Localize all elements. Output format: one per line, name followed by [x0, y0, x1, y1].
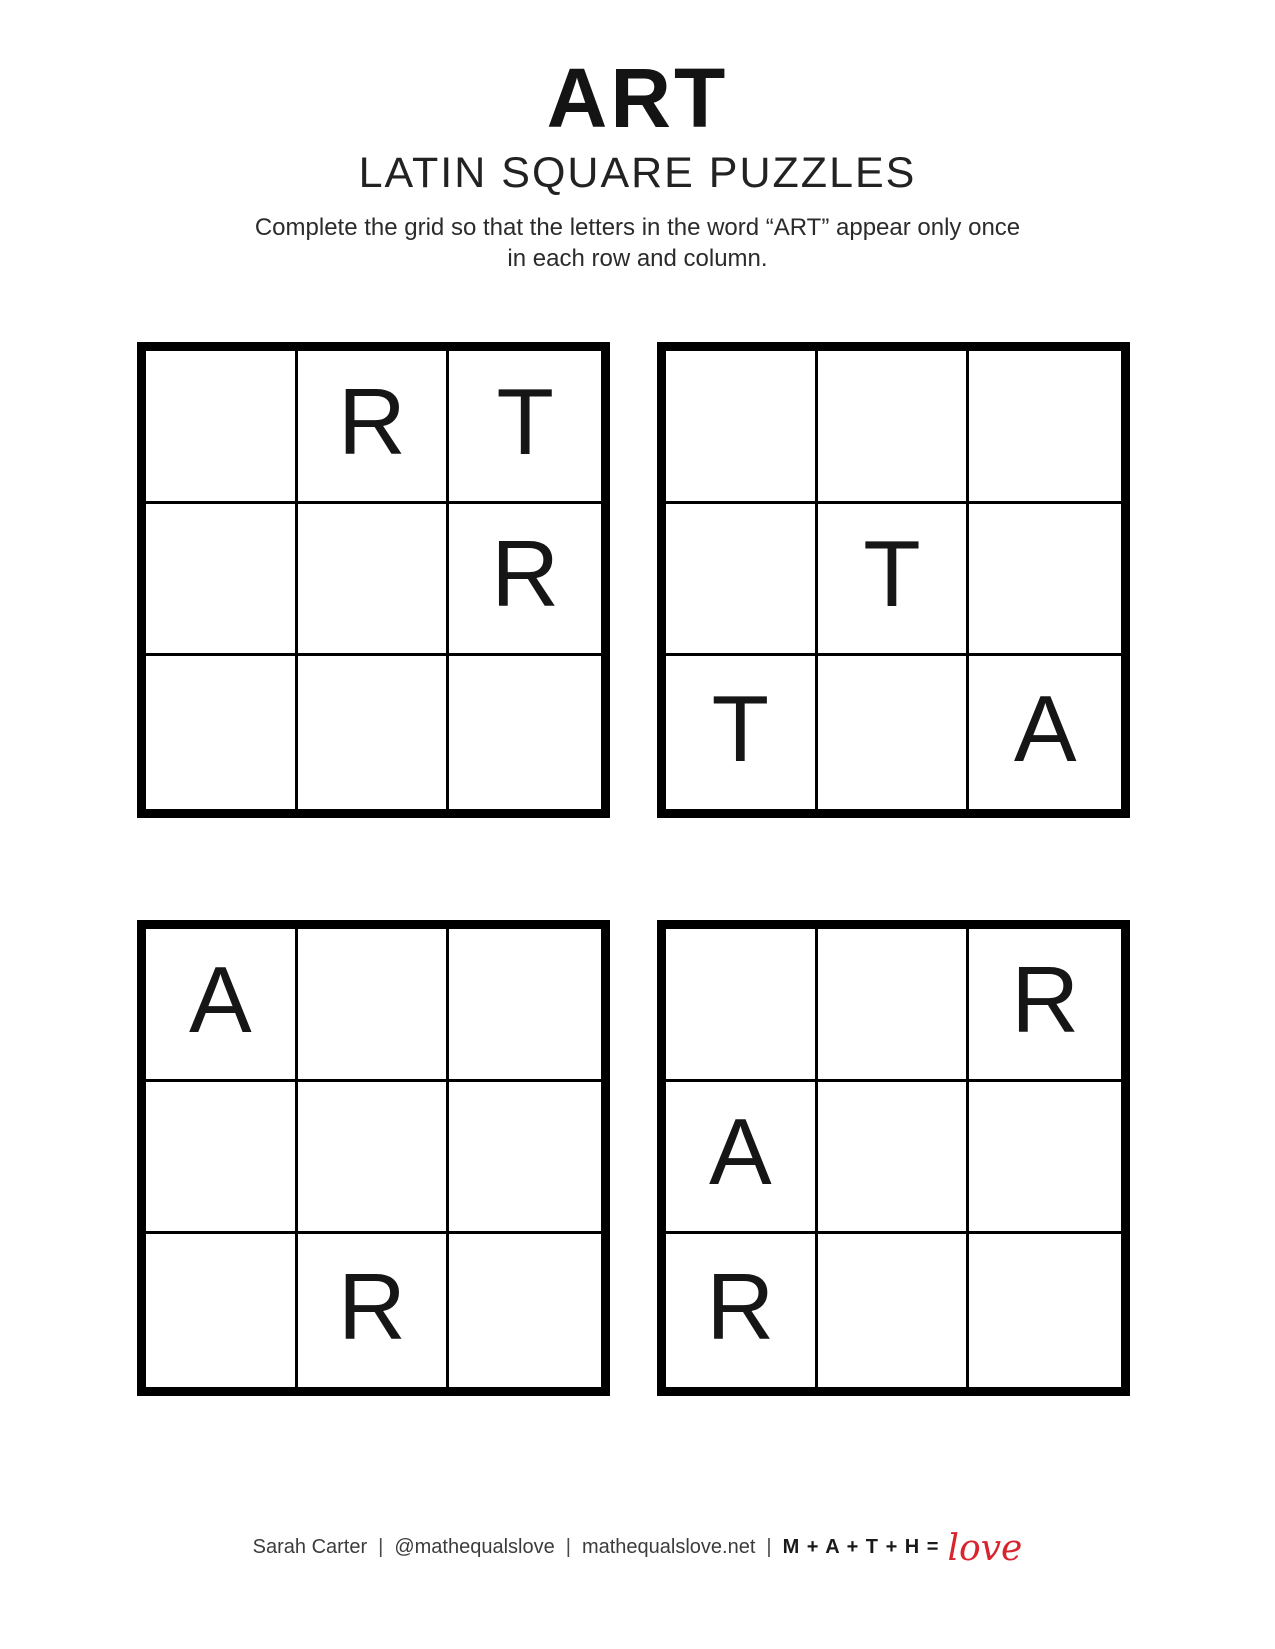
puzzle-1-cell-r1c3: T	[449, 351, 601, 504]
puzzle-4-cell-r2c3[interactable]	[969, 1082, 1121, 1235]
puzzle-3-cell-r3c2: R	[298, 1234, 450, 1387]
puzzle-1-cell-r3c2[interactable]	[298, 656, 450, 809]
puzzle-4-cell-r2c2[interactable]	[818, 1082, 970, 1235]
puzzle-1-cell-r2c2[interactable]	[298, 504, 450, 657]
puzzle-2-cell-r2c1[interactable]	[666, 504, 818, 657]
puzzle-1-cell-r3c1[interactable]	[146, 656, 298, 809]
puzzle-3-cell-r3c1[interactable]	[146, 1234, 298, 1387]
footer-handle: @mathequalslove	[394, 1536, 555, 1558]
puzzle-2-cell-r2c3[interactable]	[969, 504, 1121, 657]
puzzle-4-cell-r2c1: A	[666, 1082, 818, 1235]
instructions	[0, 212, 1275, 274]
puzzle-1-cell-r1c1[interactable]	[146, 351, 298, 504]
puzzle-4-cell-r3c3[interactable]	[969, 1234, 1121, 1387]
puzzle-grid-1	[137, 342, 610, 818]
puzzle-2-cell-r1c3[interactable]	[969, 351, 1121, 504]
puzzle-4-cell-r1c3: R	[969, 929, 1121, 1082]
footer-credit	[0, 1528, 1275, 1569]
instructions-line-1: Complete the grid so that the letters in the word “ART” appear only once	[254, 214, 1021, 241]
footer-separator: |	[378, 1536, 384, 1558]
puzzle-1-cell-r1c2: R	[298, 351, 450, 504]
footer-separator: |	[766, 1536, 772, 1558]
puzzle-3-cell-r1c2[interactable]	[298, 929, 450, 1082]
puzzle-grid-4	[657, 920, 1130, 1396]
puzzle-grid-2	[657, 342, 1130, 818]
puzzle-2-cell-r1c1[interactable]	[666, 351, 818, 504]
puzzle-3-cell-r1c3[interactable]	[449, 929, 601, 1082]
footer-author: Sarah Carter	[252, 1536, 368, 1558]
puzzle-2-cell-r1c2[interactable]	[818, 351, 970, 504]
puzzle-1-cell-r3c3[interactable]	[449, 656, 601, 809]
instructions-line-2: in each row and column.	[507, 245, 768, 272]
footer-brand-expression: M + A + T + H =	[782, 1536, 940, 1558]
puzzle-3-cell-r2c2[interactable]	[298, 1082, 450, 1235]
page-subtitle: LATIN SQUARE PUZZLES	[358, 149, 917, 197]
puzzle-2-cell-r3c3: A	[1013, 675, 1077, 781]
puzzle-2-cell-r3c2[interactable]	[818, 656, 970, 809]
puzzle-1-cell-r2c3: R	[449, 504, 601, 657]
puzzle-1-cell-r2c1[interactable]	[146, 504, 298, 657]
puzzle-2-cell-r2c2: T	[818, 504, 970, 657]
puzzle-3-cell-r3c3[interactable]	[449, 1234, 601, 1387]
footer-separator: |	[565, 1536, 571, 1558]
puzzle-4-cell-r1c1[interactable]	[666, 929, 818, 1082]
puzzle-3-cell-r2c3[interactable]	[449, 1082, 601, 1235]
footer-website: mathequalslove.net	[581, 1536, 756, 1558]
puzzle-3-cell-r1c1: A	[146, 929, 298, 1082]
puzzle-4-cell-r1c2[interactable]	[818, 929, 970, 1082]
puzzle-4-cell-r3c1: R	[666, 1234, 818, 1387]
puzzle-2-cell-r3c1: T	[666, 656, 818, 809]
puzzle-3-cell-r2c1[interactable]	[146, 1082, 298, 1235]
footer-love-script: love	[947, 1528, 1023, 1569]
puzzle-grid-3	[137, 920, 610, 1396]
page-title: ART	[546, 51, 729, 145]
puzzle-4-cell-r3c2[interactable]	[818, 1234, 970, 1387]
